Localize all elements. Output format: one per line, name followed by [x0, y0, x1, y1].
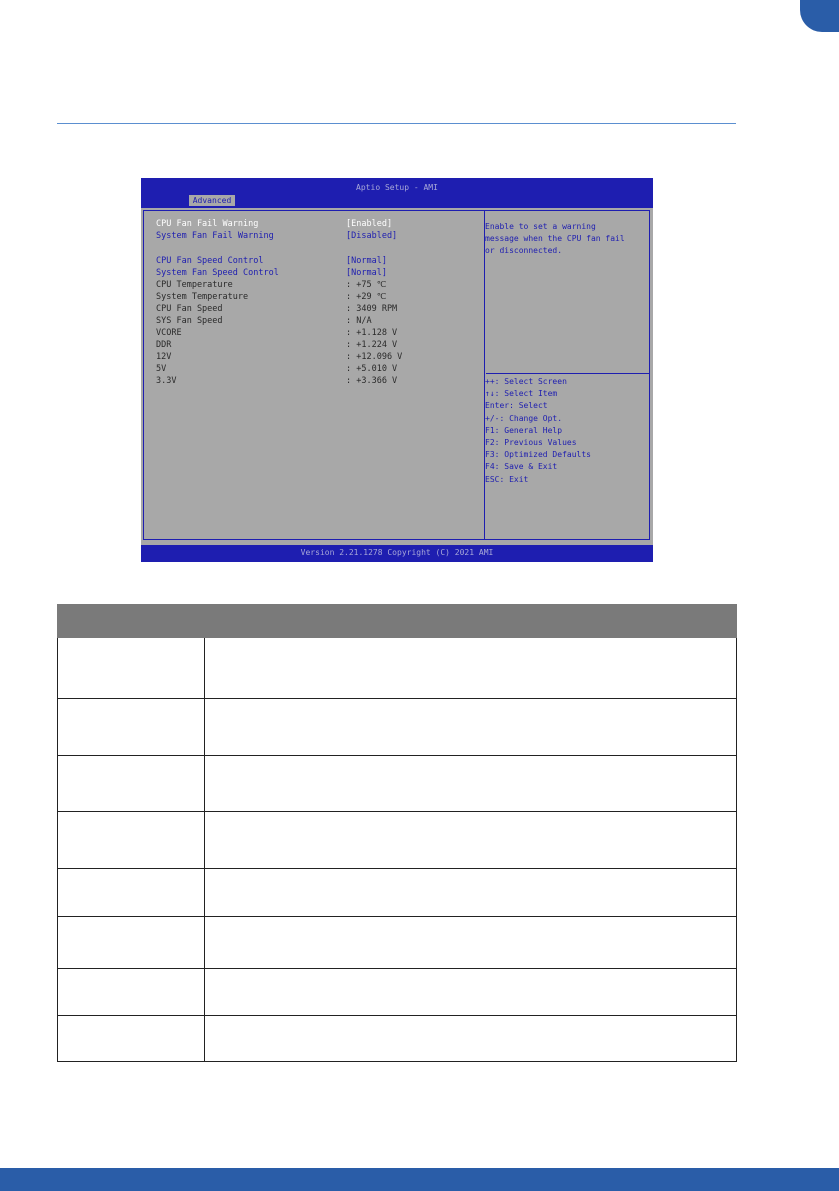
info-value: : +3.366 V: [346, 376, 398, 386]
table-row: [58, 699, 737, 756]
info-value: : +12.096 V: [346, 352, 403, 362]
table-cell: [205, 1016, 737, 1062]
info-value: : +5.010 V: [346, 364, 398, 374]
table-cell: [58, 969, 205, 1016]
help-line: message when the CPU fan fail: [485, 234, 625, 244]
table-cell: [205, 812, 737, 869]
info-value: : +1.224 V: [346, 340, 398, 350]
setting-value: [Normal]: [346, 256, 387, 266]
table-cell: [58, 699, 205, 756]
info-label: 5V: [156, 364, 167, 374]
info-cpu-temperature: [156, 279, 386, 291]
table-cell: [205, 638, 737, 699]
table-cell: [205, 699, 737, 756]
info-value: : +1.128 V: [346, 328, 398, 338]
info-cpu-fan-speed: [156, 303, 397, 315]
info-system-temperature: [156, 291, 386, 303]
table-cell: [205, 969, 737, 1016]
info-label: DDR: [156, 340, 172, 350]
table-cell: [58, 812, 205, 869]
key-previous-values: F2: Previous Values: [485, 438, 577, 448]
info-value: : +29 ℃: [346, 292, 387, 302]
setting-cpu-fan-speed-control[interactable]: [156, 255, 387, 267]
table-row: [58, 812, 737, 869]
bios-column-divider: [484, 211, 485, 539]
key-esc-exit: ESC: Exit: [485, 474, 529, 484]
info-label: SYS Fan Speed: [156, 316, 223, 326]
table-cell: [205, 756, 737, 812]
info-value: : 3409 RPM: [346, 304, 398, 314]
table-row: [58, 969, 737, 1016]
table-cell: [58, 869, 205, 917]
table-row: [58, 756, 737, 812]
table-row: [58, 869, 737, 917]
setting-value: [Normal]: [346, 268, 387, 278]
key-select-item: ↑↓: Select Item: [485, 389, 558, 399]
info-value: : +75 ℃: [346, 280, 387, 290]
help-line: or disconnected.: [485, 246, 563, 256]
info-12v: [156, 351, 402, 363]
info-3-3v: [156, 375, 397, 387]
key-enter-select: Enter: Select: [485, 401, 548, 411]
setting-system-fan-fail-warning[interactable]: [156, 230, 397, 242]
bios-screenshot: [141, 178, 653, 562]
info-ddr: [156, 339, 397, 351]
table-row: [58, 638, 737, 699]
info-label: 12V: [156, 352, 172, 362]
bios-help-divider: [486, 373, 650, 374]
table-cell: [58, 917, 205, 969]
info-sys-fan-speed: [156, 315, 372, 327]
table-cell: [58, 1016, 205, 1062]
key-general-help: F1: General Help: [485, 425, 563, 435]
table-row: [58, 1016, 737, 1062]
table-cell: [205, 917, 737, 969]
table-row: [58, 917, 737, 969]
setting-value: [Disabled]: [346, 231, 398, 241]
setting-value: [Enabled]: [346, 219, 393, 229]
description-table: [57, 604, 737, 1062]
table-header-description: [205, 605, 737, 638]
setting-system-fan-speed-control[interactable]: [156, 267, 387, 279]
bios-main-panel: [141, 208, 653, 545]
key-optimized-defaults: F3: Optimized Defaults: [485, 450, 591, 460]
setting-label: System Fan Fail Warning: [156, 231, 274, 241]
table-header-feature: [58, 605, 205, 638]
help-panel: [485, 221, 649, 258]
setting-label: CPU Fan Fail Warning: [156, 219, 259, 229]
setting-label: System Fan Speed Control: [156, 268, 279, 278]
bios-title: Aptio Setup - AMI: [356, 183, 438, 192]
setting-label: CPU Fan Speed Control: [156, 256, 264, 266]
key-legend: [485, 376, 649, 486]
page-side-tab: [800, 0, 839, 32]
table-cell: [58, 638, 205, 699]
help-line: Enable to set a warning: [485, 222, 596, 231]
setting-cpu-fan-fail-warning[interactable]: [156, 218, 392, 230]
info-label: 3.3V: [156, 376, 177, 386]
info-value: : N/A: [346, 316, 372, 326]
info-label: System Temperature: [156, 292, 249, 302]
bios-footer: Version 2.21.1278 Copyright (C) 2021 AMI: [300, 548, 494, 557]
table-cell: [58, 756, 205, 812]
key-save-exit: F4: Save & Exit: [485, 462, 558, 472]
key-select-screen: ++: Select Screen: [485, 377, 567, 386]
info-5v: [156, 363, 397, 375]
table-cell: [205, 869, 737, 917]
info-label: VCORE: [156, 328, 182, 338]
tab-advanced[interactable]: Advanced: [189, 195, 235, 206]
table-header-row: [58, 605, 737, 638]
footer-bar: [0, 1168, 839, 1191]
info-label: CPU Fan Speed: [156, 304, 223, 314]
info-vcore: [156, 327, 397, 339]
header-rule: [57, 123, 736, 124]
info-label: CPU Temperature: [156, 280, 233, 290]
key-change-opt: +/-: Change Opt.: [485, 413, 563, 423]
